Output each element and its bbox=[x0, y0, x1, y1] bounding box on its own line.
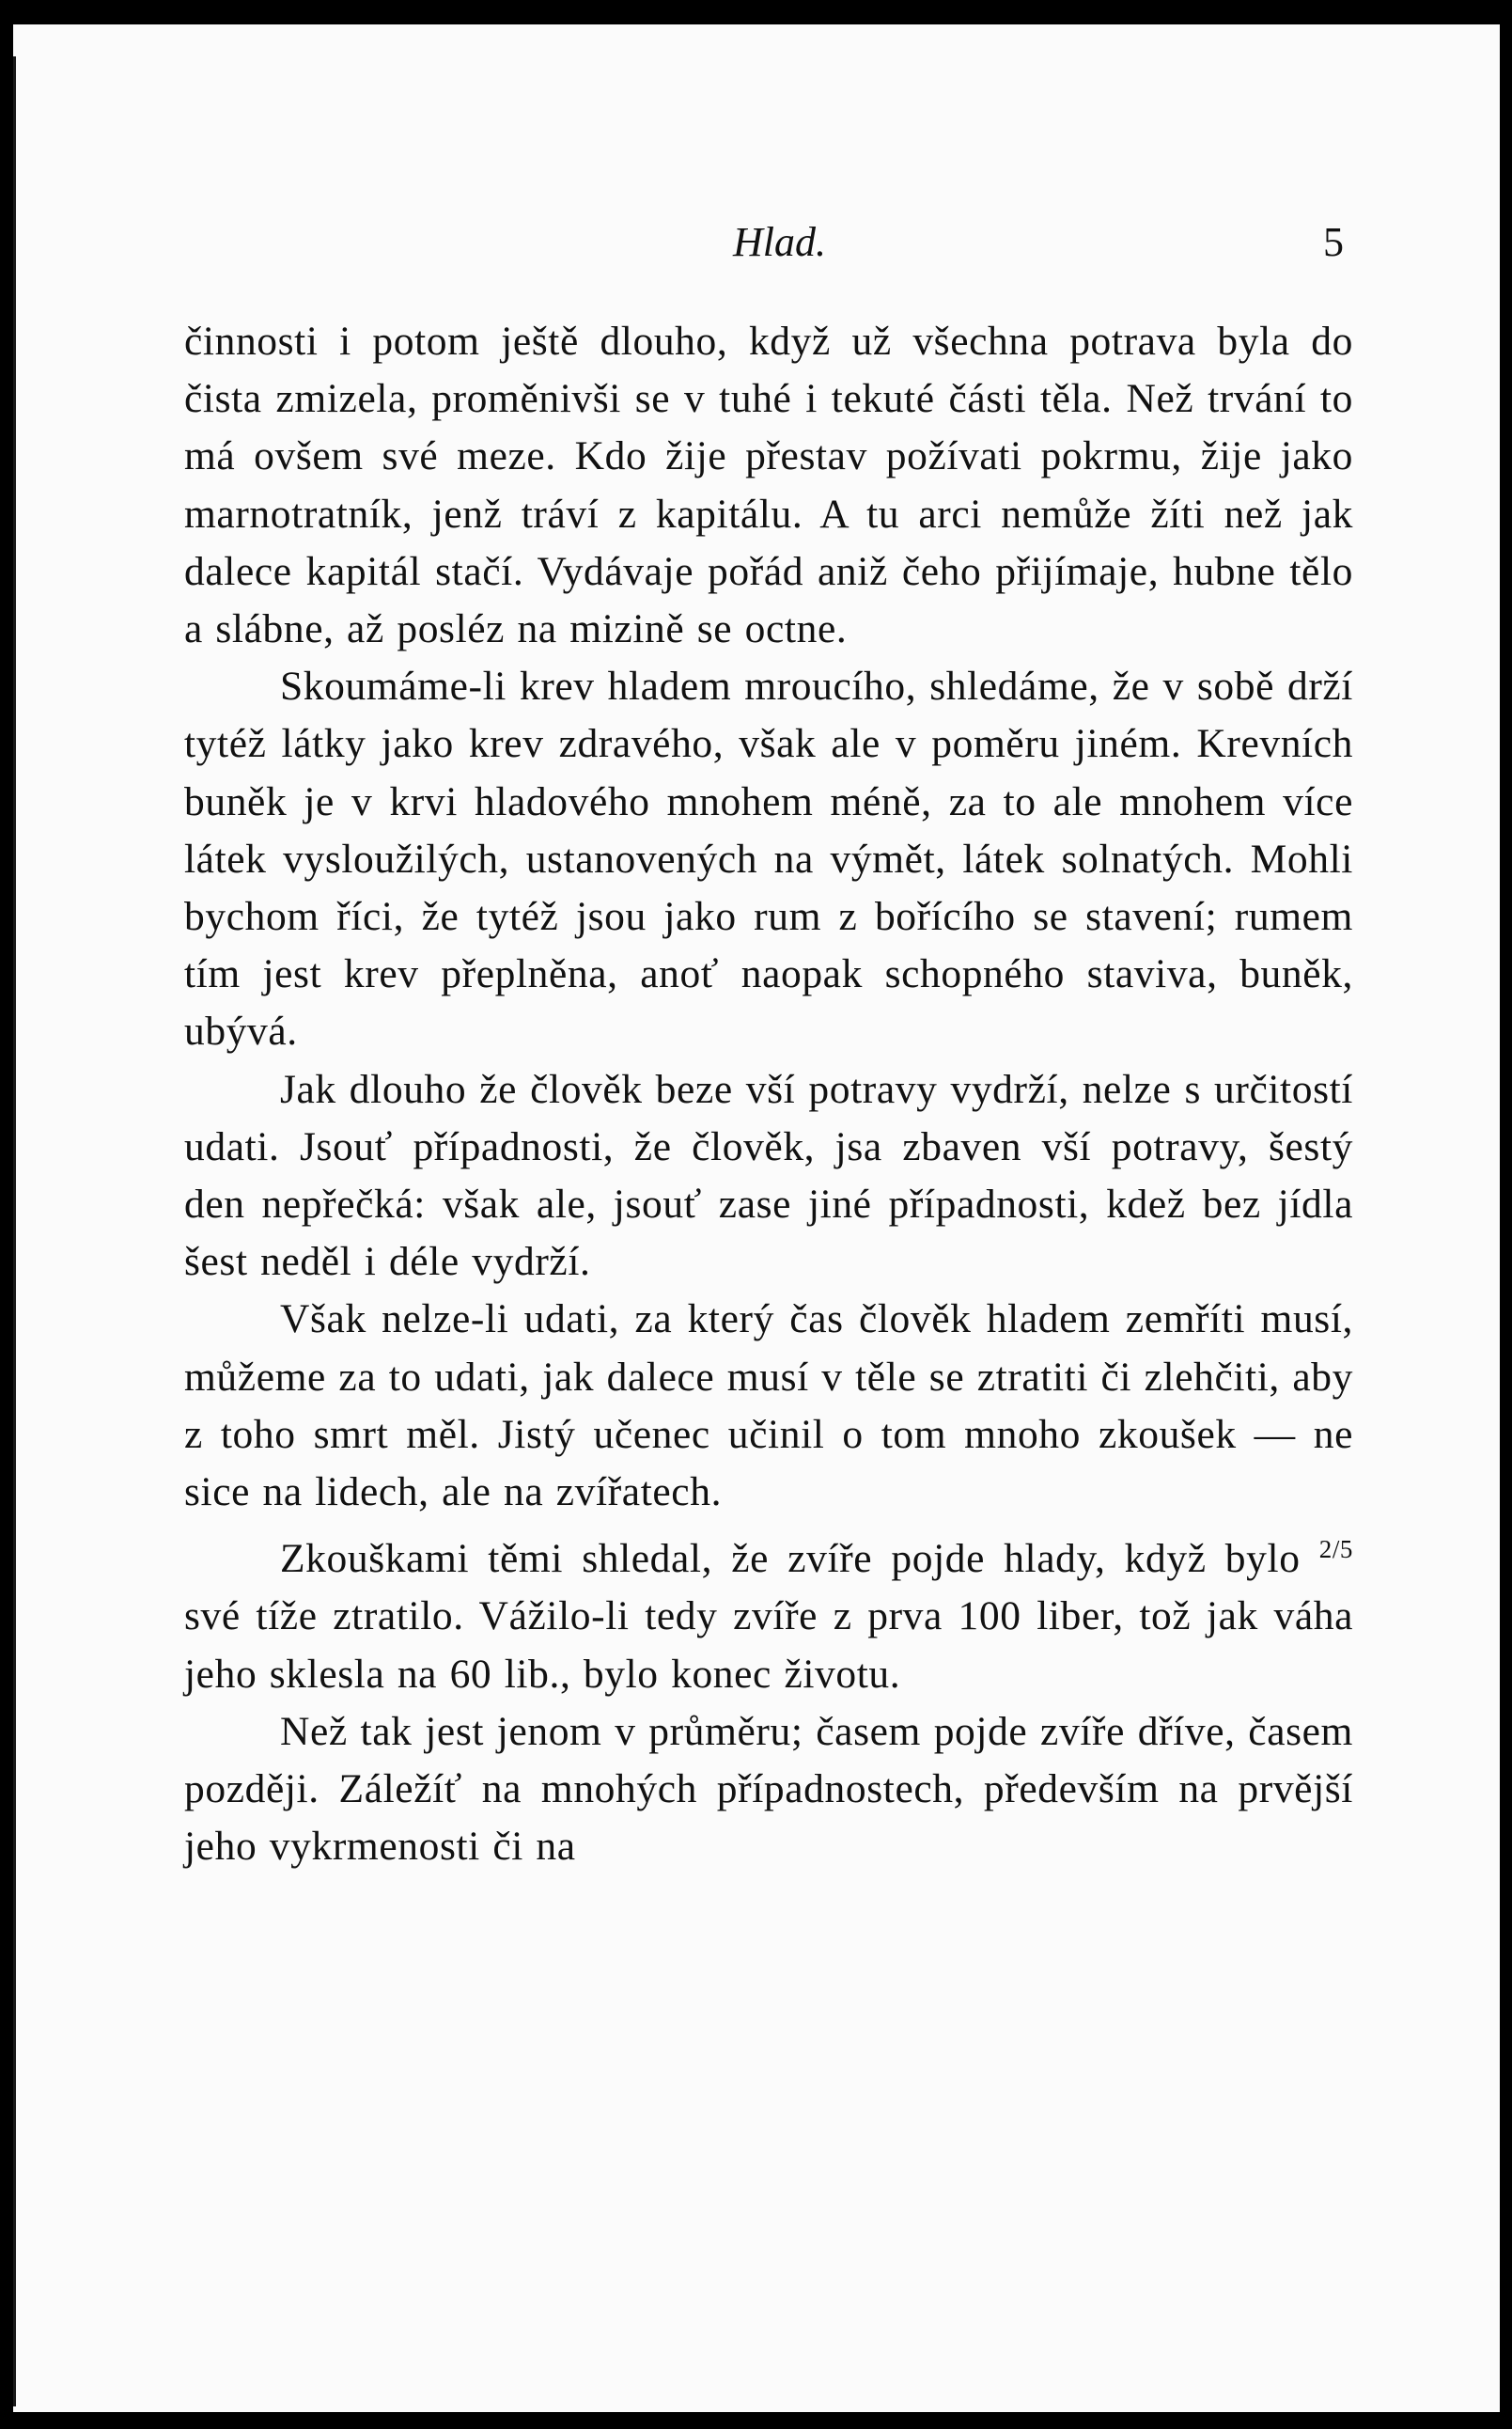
margin-mark bbox=[0, 132, 43, 145]
margin-mark bbox=[0, 2143, 43, 2156]
paragraph: Skoumáme-li krev hladem mroucího, shledáme, že v sobě drží tytéž látky jako krev zdravého, však ale v poměru jiném. Krevních buněk je v krvi hladového mnohem méně, za to ale mnohem více látek vysloužilých, ustanovených na výmět, látek solnatých. Mohli bychom říci, že tytéž jsou jako rum z bořícího se stavení; rumem tím jest krev přeplněna, anoť naopak schopného staviva, buněk, ubývá. bbox=[184, 664, 1353, 1055]
page-header bbox=[0, 218, 1512, 274]
fraction: 2/5 bbox=[1318, 1535, 1353, 1564]
paragraph: Jak dlouho že člověk beze vší potravy vydrží, nelze s určitostí udati. Jsouť případnosti, že člověk, jsa zbaven vší potravy, šestý den nepřečká: však ale, jsouť zase jiné případnosti, kdež bez jídla šest neděl i déle vydrží. bbox=[184, 1066, 1353, 1285]
body-text bbox=[184, 313, 1353, 1875]
margin-mark bbox=[0, 442, 43, 455]
paragraph-text: své tíže ztratilo. Vážilo-li tedy zvíře z prva 100 liber, tož jak váha jeho sklesla na 60 lib., bylo konec životu. bbox=[184, 1593, 1353, 1697]
paragraph-text: Zkouškami těmi shledal, že zvíře pojde hlady, když bylo bbox=[280, 1536, 1301, 1582]
margin-mark bbox=[0, 1805, 43, 1818]
running-title: Hlad. bbox=[733, 219, 826, 265]
paragraph: Než tak jest jenom v průměru; časem pojde zvíře dříve, časem později. Záležíť na mnohých případnostech, především na prvější jeho vykrmenosti či na bbox=[184, 1708, 1353, 1870]
paragraph: činnosti i potom ještě dlouho, když už všechna potrava byla do čista zmizela, proměnivši se v tuhé i tekuté části těla. Než trvání to má ovšem své meze. Kdo žije přestav požívati pokrmu, žije jako marnotratník, jenž tráví z kapitálu. A tu arci nemůže žíti než jak dalece kapitál stačí. Vydávaje pořád aniž čeho přijímaje, hubne tělo a slábne, až posléz na mizině se octne. bbox=[184, 319, 1353, 652]
page-number: 5 bbox=[1323, 219, 1344, 265]
paragraph: Však nelze-li udati, za který čas člověk hladem zemříti musí, můžeme za to udati, jak dalece musí v těle se ztratiti či zlehčiti, aby z toho smrt měl. Jistý učenec učinil o tom mnoho zkoušek — ne sice na lidech, ale na zvířatech. bbox=[184, 1296, 1353, 1515]
margin-mark bbox=[0, 1114, 43, 1127]
page-left-edge bbox=[13, 56, 16, 2406]
paragraph bbox=[184, 1521, 1353, 1702]
